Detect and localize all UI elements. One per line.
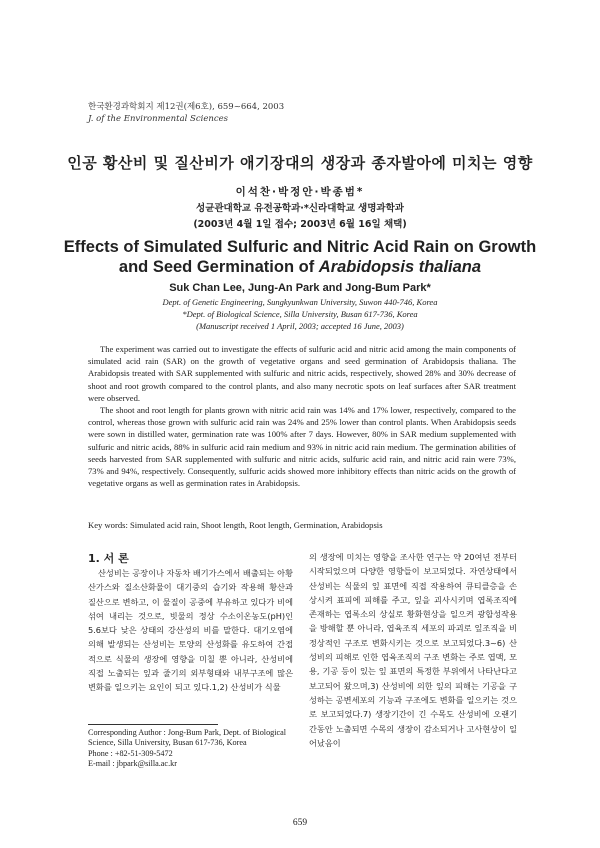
section-heading-introduction: 1. 서 론 (88, 552, 129, 565)
abstract-paragraph-2: The shoot and root length for plants grown with nitric acid rain was 14% and 17% lower, respectively, compared to the control, whereas those grown with sulfuric acid rain was 24% and 25% lower than control plants. When Arabidopsis seeds were sown in distilled water, germination rate was 100% after 7 days. However, 80% in SAR medium supplemented with sulfuric and nitric acids, 88% in sulfuric acid rain medium and 93% in nitric acid rain medium. The germination abilities of seeds harvested from SAR supplemented with sulfuric and nitric acids, sulfuric acid rain, and nitric acid rain were 73%, 73% and 94%, respectively. Consequently, sulfuric acids showed more inhibitory effects than nitric acids on the growth of vegetative organs as well as germination rates in Arabidopsis. (88, 405, 516, 489)
english-title (0, 237, 600, 277)
footnote-divider (88, 724, 218, 725)
journal-name-english: J. of the Environmental Sciences (88, 114, 229, 124)
english-dates: (Manuscript received 1 April, 2003; accepted 16 June, 2003) (196, 321, 404, 331)
intro-left-text: 산성비는 공장이나 자동차 배기가스에서 배출되는 아황산가스와 질소산화물이 대기중의 습기와 작용해 황산과 질산으로 변하고, 이 물질이 공중에 부유하고 있다가 비에 섞여 내리는 것으로, 빗물의 정상 수소이온농도(pH)인 5.6보다 낮은 상태의 강산성의 비를 말한다. 대기오염에 의해 발생되는 산성비는 토양의 산성화를 유도하여 간접적으로 식물의 생장에 영향을 미칠 뿐 아니라, 산성비에 직접 노출되는 잎과 줄기의 외부형태와 내부구조에 많은 변화를 일으키는 요인이 되고 있다.1,2) 산성비가 식물 (88, 568, 293, 693)
journal-citation-korean: 한국환경과학회지 제12권(제6호), 659~664, 2003 (88, 102, 285, 112)
corresponding-email: E-mail : jbpark@silla.ac.kr (88, 759, 177, 769)
english-affiliation-2: *Dept. of Biological Science, Silla University, Busan 617-736, Korea (182, 309, 418, 319)
korean-authors: 이석찬·박정안·박종범* (235, 186, 365, 198)
english-title-prefix: and Seed Germination of (118, 258, 315, 276)
intro-left-column (88, 566, 293, 695)
korean-title: 인공 황산비 및 질산비가 애기장대의 생장과 종자발아에 미치는 영향 (67, 154, 533, 172)
korean-dates: (2003년 4월 1일 접수; 2003년 6월 16일 채택) (193, 219, 407, 230)
intro-right-text: 의 생장에 미치는 영향을 조사한 연구는 약 20여년 전부터 시작되었으며 다양한 영향들이 보고되었다. 자연상태에서 산성비는 식물의 잎 표면에 직접 작용하여 큐티클층을 손상시켜 표피에 피해를 주고, 잎을 괴사시키며 엽록조직에 존재하는 엽록소의 상실로 황화현상을 일으켜 광합성작용을 방해할 뿐 아니라, 엽육조직 세포의 파괴로 잎조직을 비정상적인 구조로 변화시키는 것으로 보고되었다.3~6) 산성비의 피해로 인한 엽육조직의 구조 변화는 주로 엽맥, 모용, 기공 등이 있는 잎 표면의 특정한 부위에서 나타난다고 보고되어 왔으며,3) 산성비에 의한 잎의 피해는 기공을 구성하는 공변세포의 기능과 구조에도 변화를 일으키는 것으로 보고되었다.7) 생장기간이 긴 수목도 산성비에 오랜기간동안 노출되면 수목의 생장이 감소되거나 고사현상이 일어났음이 (309, 552, 517, 748)
page-number: 659 (292, 818, 308, 828)
corresponding-author: Corresponding Author : Jong-Bum Park, Dept. of Biological Science, Silla University, Busan 617-736, Korea (88, 728, 287, 748)
english-title-line1: Effects of Simulated Sulfuric and Nitric Acid Rain on Growth (63, 238, 537, 256)
correspondence-note (88, 728, 288, 770)
english-title-species: Arabidopsis thaliana (318, 258, 482, 276)
abstract (88, 343, 516, 489)
abstract-paragraph-1: The experiment was carried out to investigate the effects of sulfuric acid and nitric acid among the main components of simulated acid rain (SAR) on the growth of vegetative organs and seed germination of Arabidopsis thaliana. The Arabidopsis treated with SAR supplemented with sulfuric and nitric acids, respectively, showed 28% and 30% decrease of shoot and root growth compared to the control plants, and also many necrotic spots on leaf surfaces after SAR treatment were observed. (88, 344, 516, 403)
keywords: Key words: Simulated acid rain, Shoot length, Root length, Germination, Arabidopsis (88, 520, 383, 530)
english-affiliation-1: Dept. of Genetic Engineering, Sungkyunkwan University, Suwon 440-746, Korea (162, 297, 438, 307)
korean-affiliation: 성균관대학교 유전공학과·*신라대학교 생명과학과 (196, 203, 404, 214)
intro-right-column (309, 550, 517, 750)
corresponding-phone: Phone : +82-51-309-5472 (88, 748, 173, 758)
english-authors: Suk Chan Lee, Jung-An Park and Jong-Bum Park* (169, 282, 431, 294)
english-title-line2 (0, 257, 600, 277)
